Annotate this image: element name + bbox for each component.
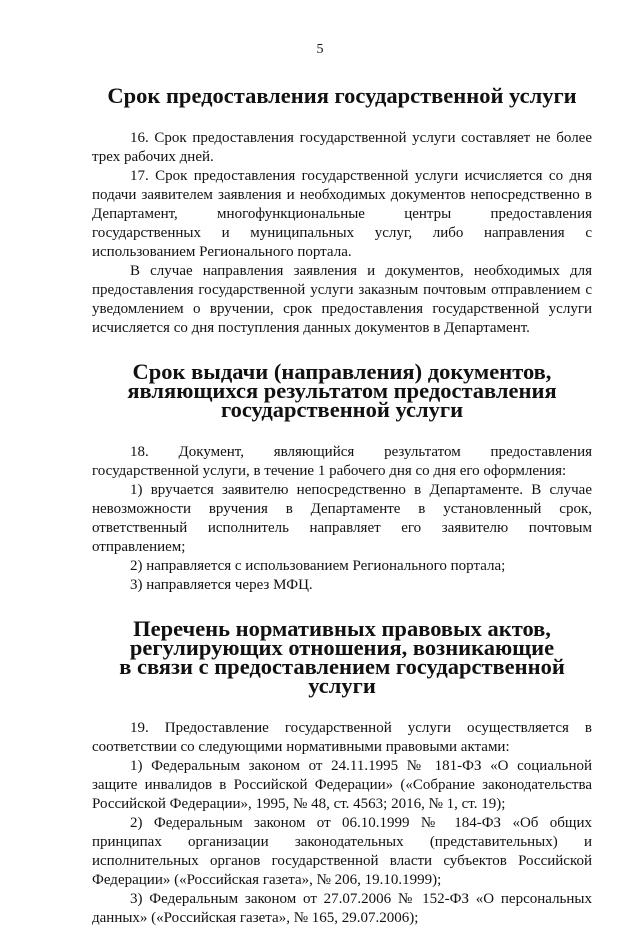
page-number: 5	[316, 42, 324, 57]
list-item-delivery-1: 1) вручается заявителю непосредственно в Департаменте. В случае невозможности вручения в Департаменте в установленный срок, ответственный исполнитель направляет его заявителю почтовым отправлением;	[92, 482, 592, 555]
section-heading-legal-acts	[92, 616, 592, 698]
paragraph-19: 19. Предоставление государственной услуги осуществляется в соответствии со следующими нормативными правовыми актами:	[92, 720, 592, 755]
paragraph-18: 18. Документ, являющийся результатом предоставления государственной услуги, в течение 1 рабочего дня со дня его оформления:	[92, 444, 592, 479]
list-item-delivery-3: 3) направляется через МФЦ.	[130, 577, 313, 593]
page-content	[92, 83, 592, 928]
heading-line: Срок выдачи (направления) документов,	[132, 359, 552, 384]
list-item-delivery-2: 2) направляется с использованием Регионального портала;	[130, 558, 506, 574]
list-item-law-2: 2) Федеральным законом от 06.10.1999 № 184-ФЗ «Об общих принципах организации законодательных (представительных) и исполнительных органов государственной власти субъектов Российской Федерации» («Российская газета», № 206, 19.10.1999);	[92, 815, 592, 888]
heading-line: в связи с предоставлением государственной услуги	[119, 654, 565, 698]
heading-line: являющихся результатом предоставления	[127, 378, 557, 403]
heading-line: Перечень нормативных правовых актов,	[133, 616, 551, 641]
heading-line: регулирующих отношения, возникающие	[129, 635, 555, 660]
list-item-law-3: 3) Федеральным законом от 27.07.2006 № 152-ФЗ «О персональных данных» («Российская газета», № 165, 29.07.2006);	[92, 891, 592, 926]
section-heading-result-delivery	[92, 359, 592, 422]
heading-line: государственной услуги	[220, 397, 464, 422]
section-heading-service-term	[92, 83, 592, 108]
paragraph-17: 17. Срок предоставления государственной услуги исчисляется со дня подачи заявителем заявления и необходимых документов непосредственно в Департамент, многофункциональные центры предоставления государственных и муниципальных услуг, либо направления с использованием Регионального портала.	[92, 168, 592, 260]
heading-line: Срок предоставления государственной услуги	[107, 83, 577, 108]
paragraph-16: 16. Срок предоставления государственной услуги составляет не более трех рабочих дней.	[92, 130, 592, 165]
paragraph-mail-submission: В случае направления заявления и документов, необходимых для предоставления государственной услуги заказным почтовым отправлением с уведомлением о вручении, срок предоставления государственной услуги исчисляется со дня поступления данных документов в Департамент.	[92, 263, 592, 336]
list-item-law-1: 1) Федеральным законом от 24.11.1995 № 181-ФЗ «О социальной защите инвалидов в Российской Федерации» («Собрание законодательства Российской Федерации», 1995, № 48, ст. 4563; 2016, № 1, ст. 19);	[92, 758, 592, 812]
